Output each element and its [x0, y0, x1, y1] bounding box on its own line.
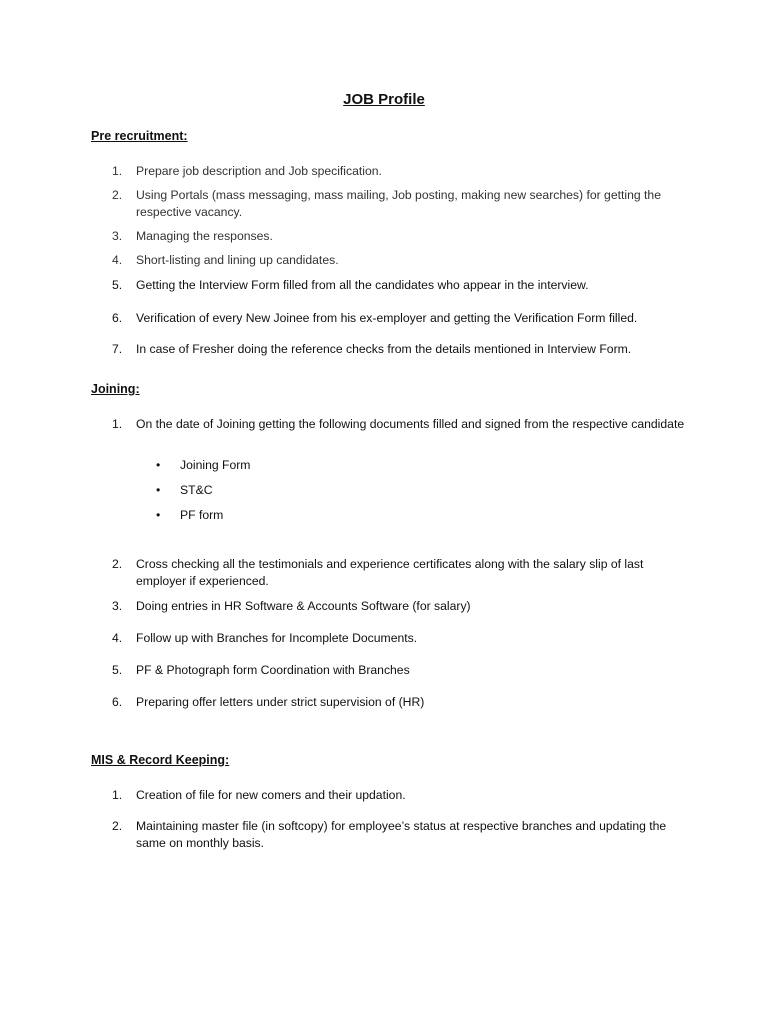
item-text: Doing entries in HR Software & Accounts Software (for salary)	[136, 599, 471, 613]
item-number: 4.	[112, 253, 123, 267]
document-title: JOB Profile	[343, 91, 425, 108]
item-text: In case of Fresher doing the reference checks from the details mentioned in Interview Form.	[136, 342, 632, 356]
item-number: 7.	[112, 342, 123, 356]
item-text: Follow up with Branches for Incomplete Documents.	[136, 631, 418, 645]
bullet-text: ST&C	[180, 483, 213, 497]
item-number: 1.	[112, 417, 123, 431]
bullet-glyph: •	[156, 458, 161, 472]
section-heading-mis-record-keeping: MIS & Record Keeping:	[91, 753, 230, 767]
item-text: Short-listing and lining up candidates.	[136, 253, 339, 267]
item-text: Preparing offer letters under strict supervision of (HR)	[136, 695, 425, 709]
bullet-text: Joining Form	[180, 458, 251, 472]
item-number: 1.	[112, 164, 123, 178]
item-number: 2.	[112, 188, 123, 202]
item-text: Getting the Interview Form filled from all the candidates who appear in the interview.	[136, 278, 589, 292]
item-text: Managing the responses.	[136, 229, 273, 243]
item-text: Verification of every New Joinee from his ex-employer and getting the Verification Form filled.	[136, 311, 638, 325]
item-number: 6.	[112, 311, 123, 325]
item-text: Prepare job description and Job specification.	[136, 164, 382, 178]
item-number: 5.	[112, 278, 123, 292]
item-number: 3.	[112, 599, 123, 613]
item-text: Cross checking all the testimonials and experience certificates along with the salary slip of last employer if experienced.	[136, 557, 644, 588]
item-number: 6.	[112, 695, 123, 709]
item-text: On the date of Joining getting the following documents filled and signed from the respective candidate	[136, 417, 685, 431]
bullet-text: PF form	[180, 508, 224, 522]
item-number: 3.	[112, 229, 123, 243]
item-number: 2.	[112, 557, 123, 571]
section-heading-joining: Joining:	[91, 382, 140, 396]
bullet-glyph: •	[156, 508, 161, 522]
item-number: 5.	[112, 663, 123, 677]
bullet-glyph: •	[156, 483, 161, 497]
item-number: 1.	[112, 788, 123, 802]
item-number: 4.	[112, 631, 123, 645]
item-text: Maintaining master file (in softcopy) for employee’s status at respective branches and updating the same on monthly basis.	[136, 819, 667, 850]
section-heading-pre-recruitment: Pre recruitment:	[91, 129, 188, 143]
item-text: PF & Photograph form Coordination with Branches	[136, 663, 410, 677]
item-text: Using Portals (mass messaging, mass mailing, Job posting, making new searches) for getting the respective vacancy.	[136, 188, 661, 219]
item-number: 2.	[112, 819, 123, 833]
item-text: Creation of file for new comers and their updation.	[136, 788, 406, 802]
